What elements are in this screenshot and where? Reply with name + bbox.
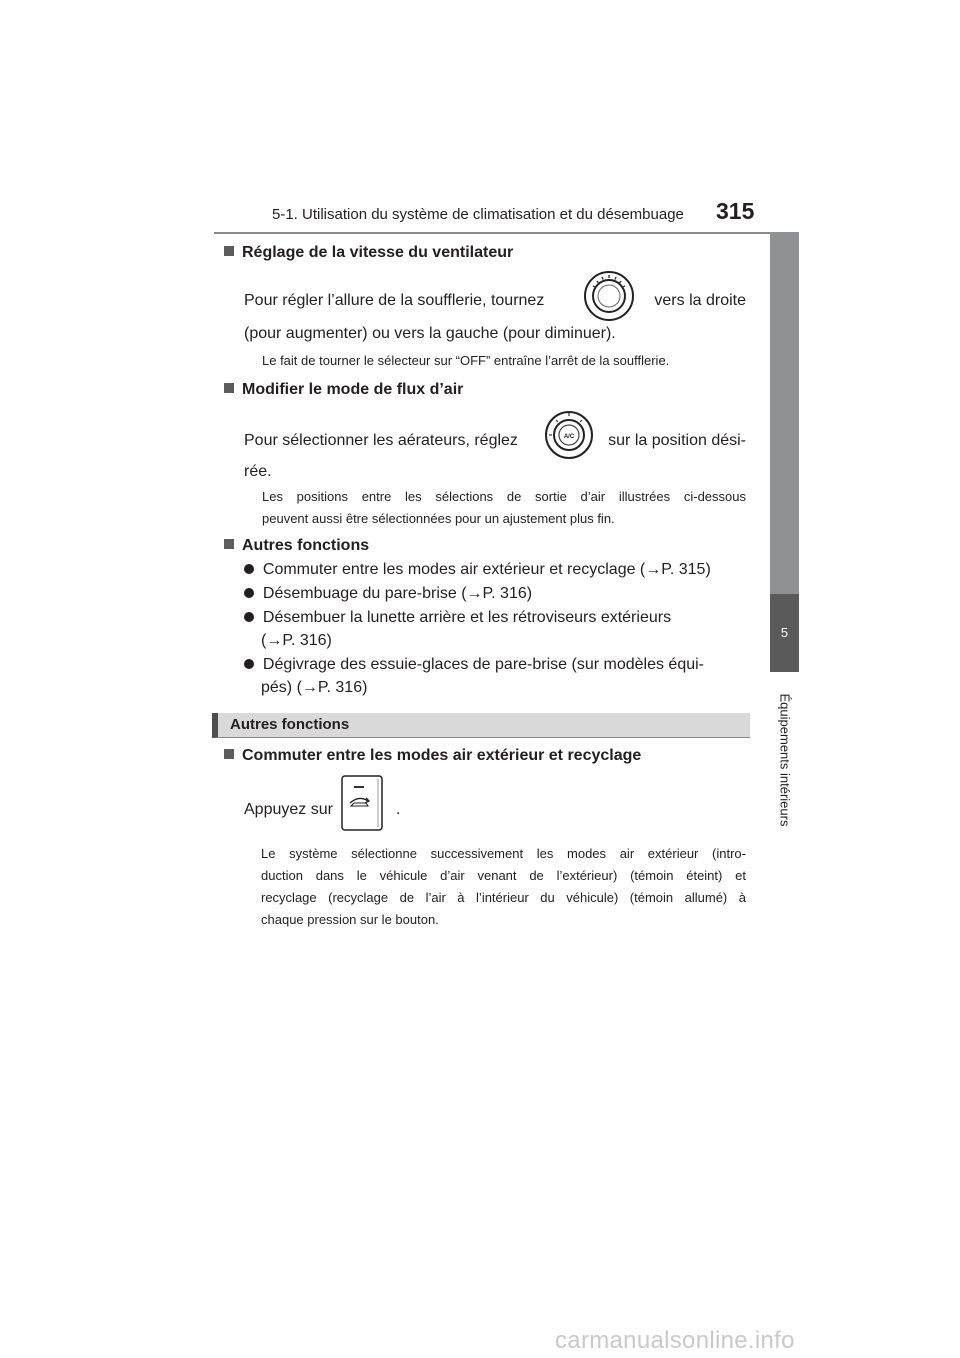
square-bullet-icon: [224, 383, 234, 393]
airflow-mode-heading: [224, 381, 463, 399]
other-functions-heading-text: Autres fonctions: [242, 537, 370, 554]
fan-speed-text-line1-left: Pour régler l’allure de la soufflerie, tournez: [244, 292, 545, 309]
bullet-icon: [244, 612, 254, 622]
list-item: [244, 609, 671, 627]
fan-speed-dial-icon: [583, 270, 635, 322]
watermark: carmanualsonline.info: [555, 1327, 795, 1354]
list-item-text: Désembuer la lunette arrière et les rétroviseurs extérieurs: [262, 609, 672, 626]
list-item-text: Dégivrage des essuie-glaces de pare-brise (sur modèles équi-: [262, 656, 704, 673]
recirculation-heading-text: Commuter entre les modes air extérieur et recyclage: [242, 747, 642, 764]
header-rule: [214, 232, 799, 234]
list-item-continuation: pés) (→P. 316): [261, 679, 368, 696]
list-item: [244, 585, 532, 603]
recirculation-press-end: .: [396, 801, 401, 818]
square-bullet-icon: [224, 539, 234, 549]
recirculation-heading: [224, 747, 641, 765]
side-tab-number: 5: [770, 594, 799, 672]
other-functions-heading: [224, 537, 369, 555]
list-item: [244, 561, 711, 579]
airflow-mode-dial-icon: [544, 410, 594, 460]
airflow-mode-heading-text: Modifier le mode de flux d’air: [242, 381, 464, 398]
list-item-continuation: (→P. 316): [261, 632, 332, 649]
bullet-icon: [244, 588, 254, 598]
section-title: Autres fonctions: [230, 716, 350, 733]
recirculation-note-line3: recyclage (recyclage de l’air à l’intérieur du véhicule) (témoin allumé) à: [261, 890, 746, 905]
list-item-text: Désembuage du pare-brise (→P. 316): [262, 585, 533, 602]
recirculation-note-line4: chaque pression sur le bouton.: [261, 912, 439, 927]
side-tab-bar: [770, 232, 799, 594]
bullet-icon: [244, 659, 254, 669]
fan-speed-text-line2: (pour augmenter) ou vers la gauche (pour diminuer).: [244, 325, 616, 342]
list-item: [244, 656, 746, 674]
chapter-side-tab: [770, 232, 799, 672]
recirculation-press-text: Appuyez sur: [244, 801, 333, 818]
side-tab-label: [760, 680, 810, 840]
page-number: 315: [716, 198, 755, 224]
list-item-text: Commuter entre les modes air extérieur et recyclage (→P. 315): [262, 561, 711, 578]
fan-speed-text-line1-right: vers la droite: [654, 292, 746, 309]
fan-speed-heading-text: Réglage de la vitesse du ventilateur: [242, 244, 514, 261]
recirculation-note-line1: Le système sélectionne successivement les modes air extérieur (intro-: [261, 846, 746, 861]
side-tab-label-text: Équipements intérieurs: [777, 693, 793, 827]
airflow-mode-note-line1: Les positions entre les sélections de sortie d’air illustrées ci-dessous: [262, 489, 746, 504]
recirculation-button-icon: [341, 775, 383, 831]
square-bullet-icon: [224, 749, 234, 759]
fan-speed-heading: [224, 244, 513, 262]
chapter-header: 5-1. Utilisation du système de climatisation et du désembuage: [272, 206, 684, 223]
airflow-mode-text-line1-left: Pour sélectionner les aérateurs, réglez: [244, 432, 518, 449]
airflow-mode-dial-label: A/C: [563, 434, 575, 440]
recirculation-note-line2: duction dans le véhicule d’air venant de l’extérieur) (témoin éteint) et: [261, 868, 746, 883]
airflow-mode-note-line2: peuvent aussi être sélectionnées pour un ajustement plus fin.: [262, 511, 615, 526]
bullet-icon: [244, 564, 254, 574]
fan-speed-note: Le fait de tourner le sélecteur sur “OFF” entraîne l’arrêt de la soufflerie.: [262, 353, 670, 368]
airflow-mode-text-line1-right: sur la position dési-: [608, 432, 746, 449]
section-title-bar: [212, 713, 750, 738]
square-bullet-icon: [224, 246, 234, 256]
airflow-mode-text-line2: rée.: [244, 463, 272, 480]
